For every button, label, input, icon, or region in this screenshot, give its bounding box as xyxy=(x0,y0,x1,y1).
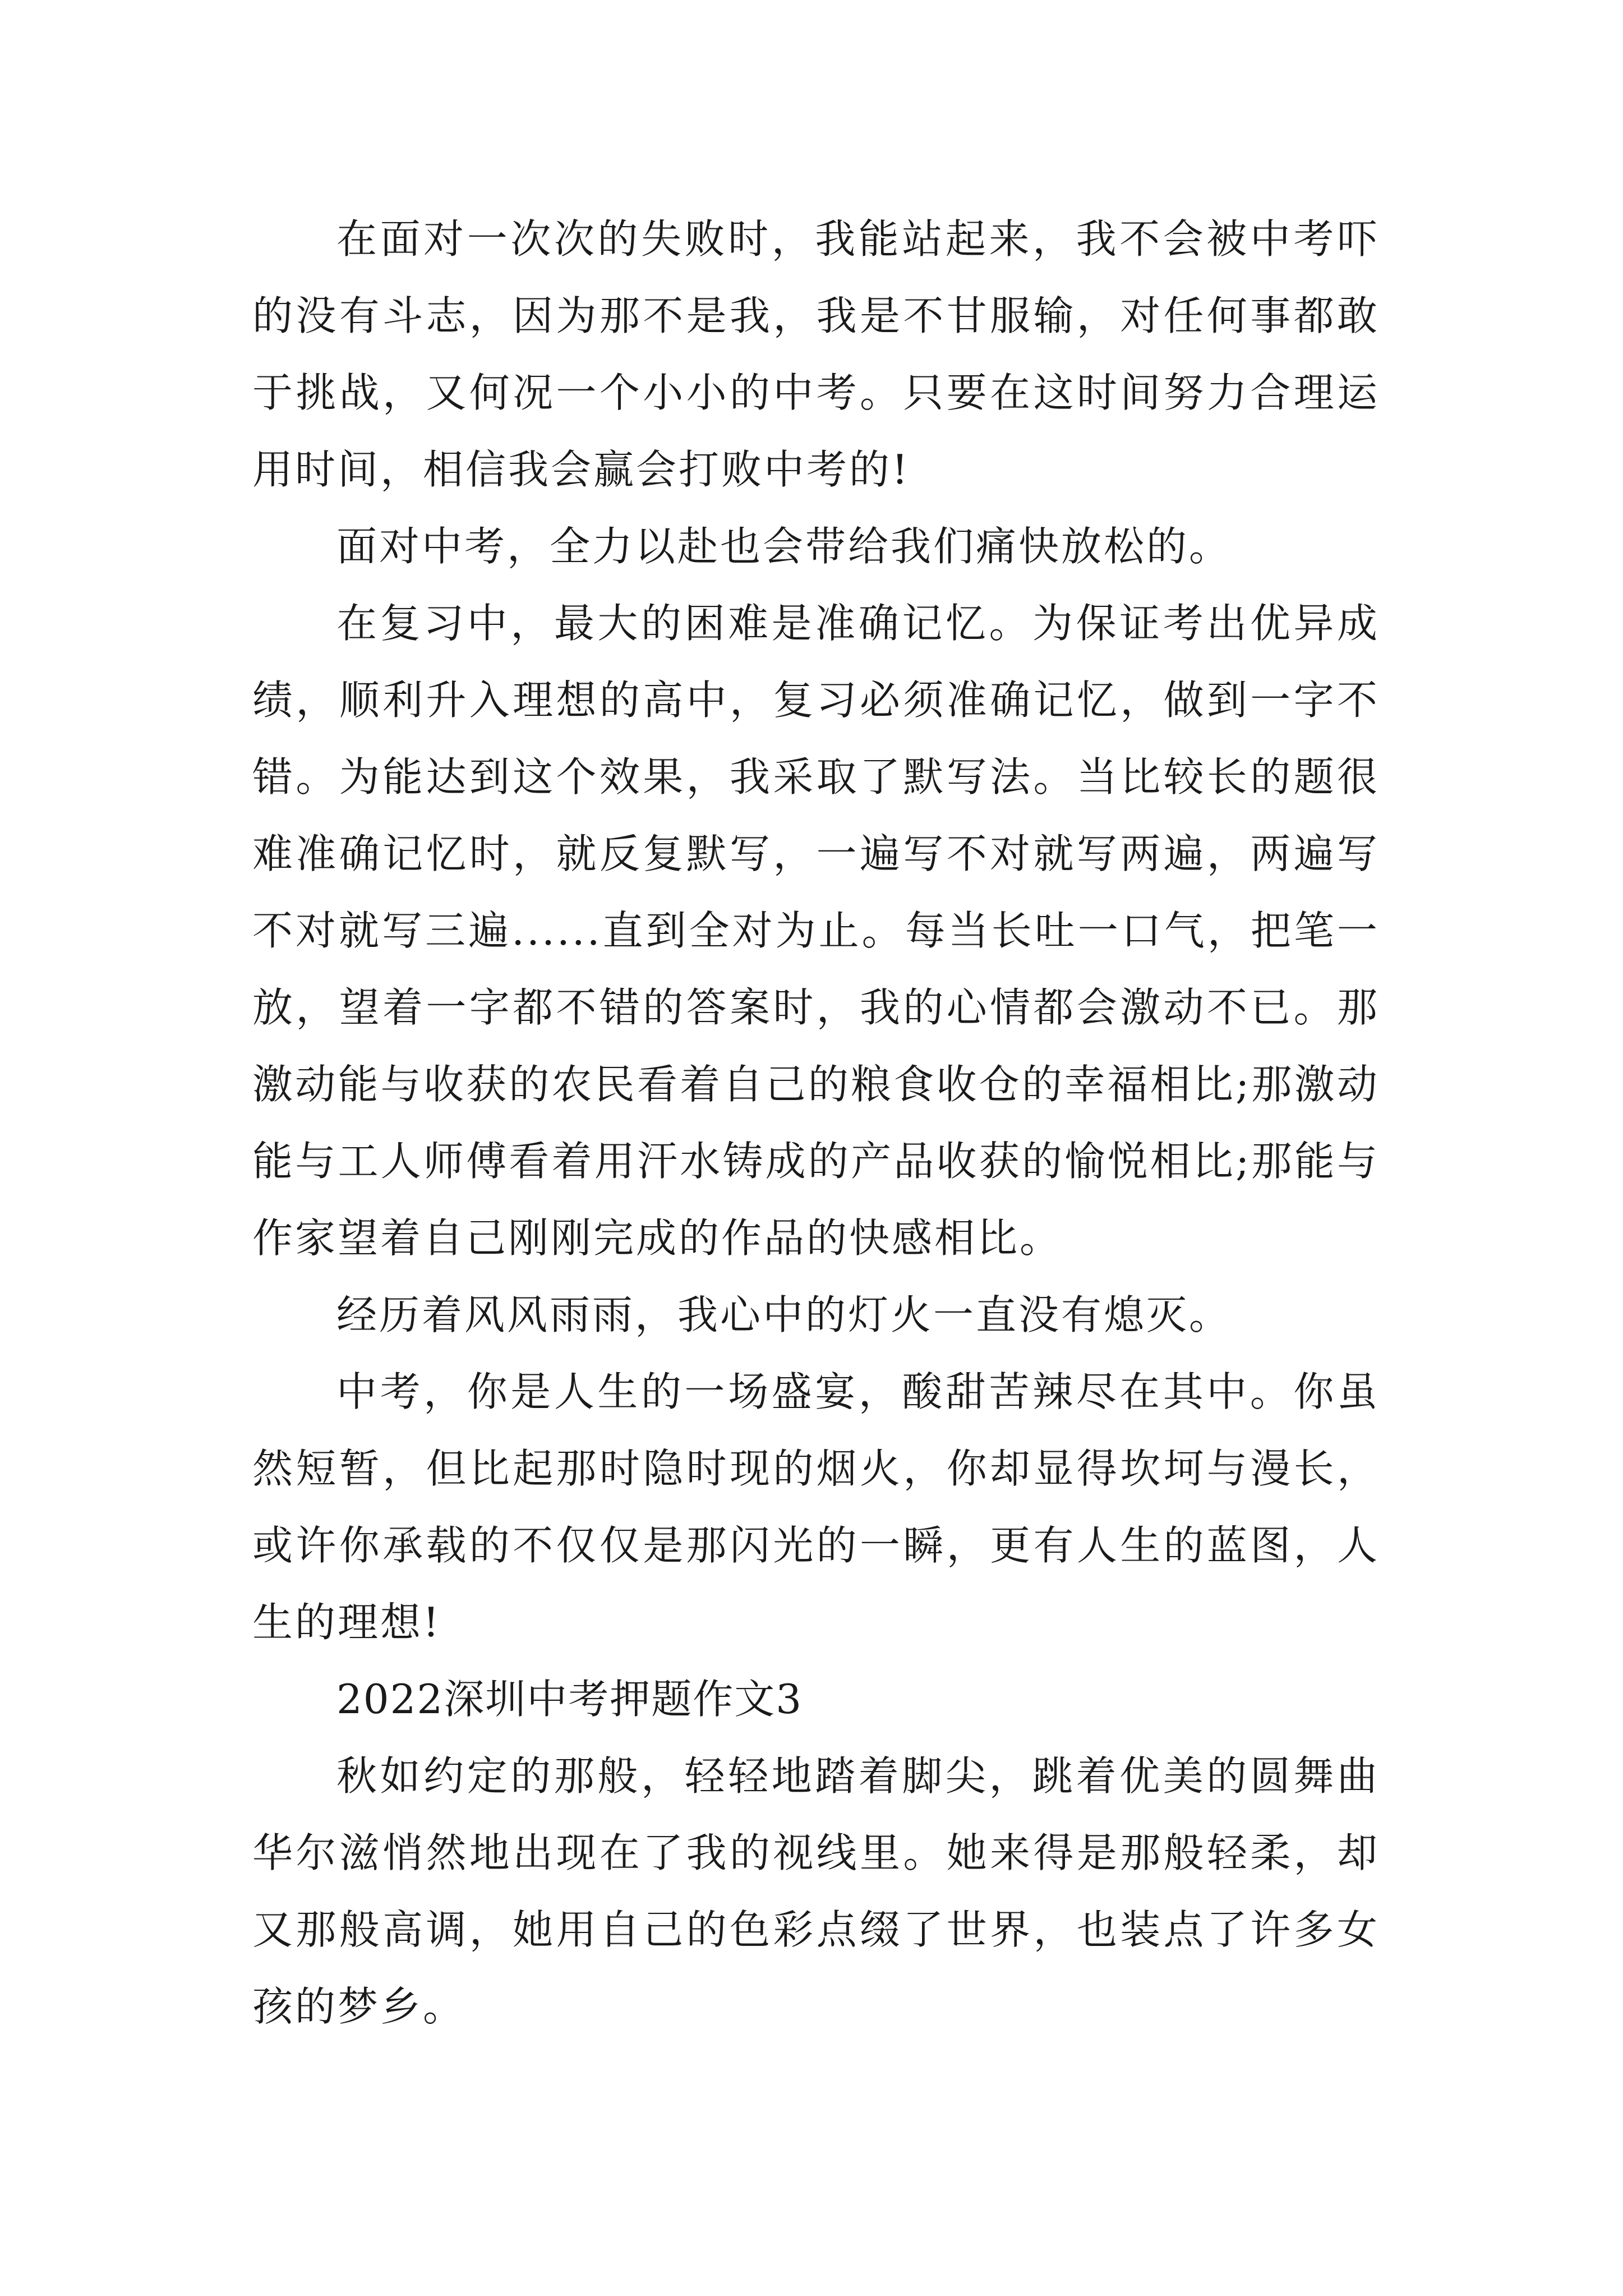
paragraph: 面对中考，全力以赴也会带给我们痛快放松的。 xyxy=(336,523,1232,570)
paragraph: 在面对一次次的失败时，我能站起来，我不会被中考吓的没有斗志，因为那不是我，我是不甘服输，对任何事都敢于挑战，又何况一个小小的中考。只要在这时间努力合理运用时间，相信我会赢会打败中考的! xyxy=(252,215,1380,493)
document-body xyxy=(252,201,1380,2045)
paragraph: 经历着风风雨雨，我心中的灯火一直没有熄灭。 xyxy=(336,1291,1232,1338)
paragraph: 秋如约定的那般，轻轻地踏着脚尖，跳着优美的圆舞曲华尔滋悄然地出现在了我的视线里。她来得是那般轻柔，却又那般高调，她用自己的色彩点缀了世界，也装点了许多女孩的梦乡。 xyxy=(252,1752,1380,2030)
paragraph: 中考，你是人生的一场盛宴，酸甜苦辣尽在其中。你虽然短暂，但比起那时隐时现的烟火，你却显得坎坷与漫长，或许你承载的不仅仅是那闪光的一瞬，更有人生的蓝图，人生的理想! xyxy=(252,1368,1380,1646)
section-heading: 2022深圳中考押题作文3 xyxy=(336,1676,803,1723)
paragraph: 在复习中，最大的困难是准确记忆。为保证考出优异成绩，顺利升入理想的高中，复习必须准确记忆，做到一字不错。为能达到这个效果，我采取了默写法。当比较长的题很难准确记忆时，就反复默写，一遍写不对就写两遍，两遍写不对就写三遍......直到全对为止。每当长吐一口气，把笔一放，望着一字都不错的答案时，我的心情都会激动不已。那激动能与收获的农民看着自己的粮食收仓的幸福相比;那激动能与工人师傅看着用汗水铸成的产品收获的愉悦相比;那能与作家望着自己刚刚完成的作品的快感相比。 xyxy=(252,600,1380,1262)
